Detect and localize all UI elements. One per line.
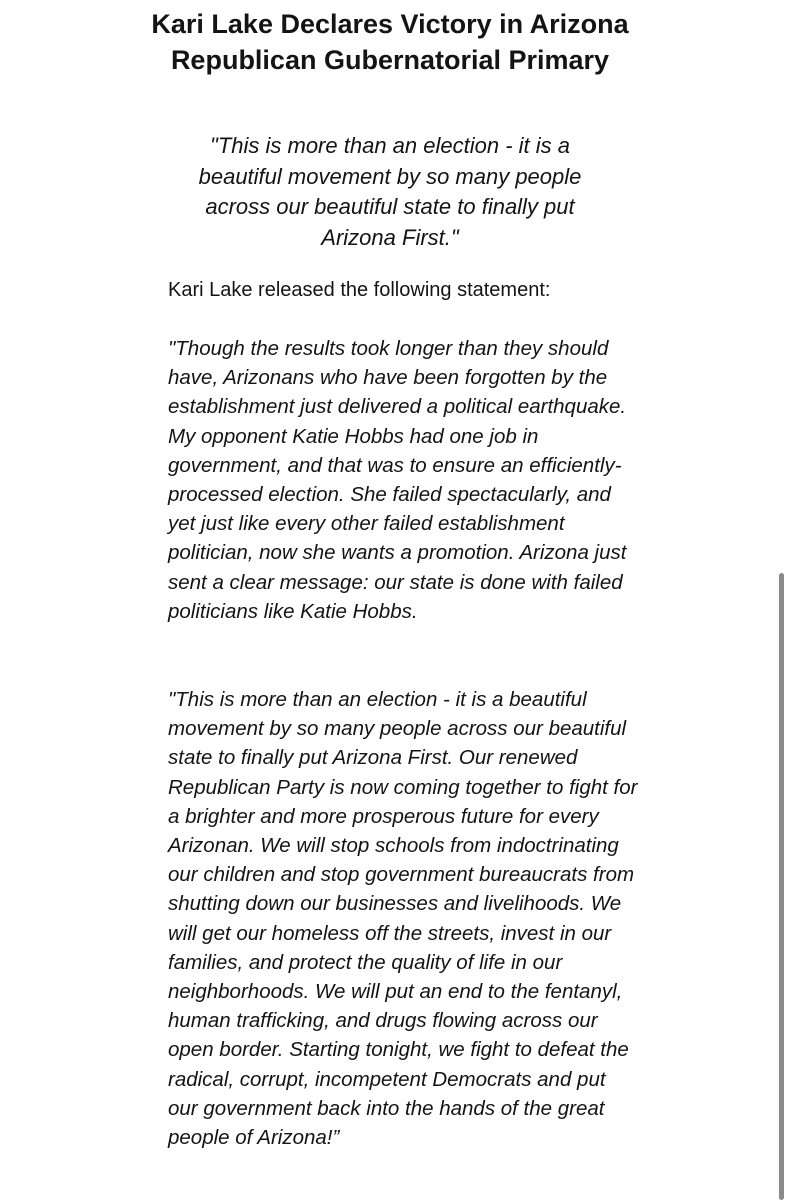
article-headline: Kari Lake Declares Victory in Arizona Republican Gubernatorial Primary [151,9,629,75]
statement-paragraph-2: "This is more than an election - it is a beautiful movement by so many people across our beautiful state to finally put Arizona First. Our renewed Republican Party is now coming together to fight for a brighter and more prosperous future for every Arizonan. We will stop schools from indoctrinating our children and stop government bureaucrats from shutting down our businesses and livelihoods. We will get our homeless off the streets, invest in our families, and protect the quality of life in our neighborhoods. We will put an end to the fentanyl, human trafficking, and drugs flowing across our open border. Starting tonight, we fight to defeat the radical, corrupt, incompetent Democrats and put our government back into the hands of the great people of Arizona!” [168,688,638,1150]
vertical-scrollbar[interactable] [779,573,784,1200]
statement-intro: Kari Lake released the following statement: [168,279,551,301]
pull-quote: "This is more than an election - it is a beautiful movement by so many people across our beautiful state to finally put Arizona First." [198,133,582,250]
statement-paragraph-1: "Though the results took longer than they should have, Arizonans who have been forgotten by the establishment just delivered a political earthquake. My opponent Katie Hobbs had one job in government, and that was to ensure an efficiently-processed election. She failed spectacularly, and yet just like every other failed establishment politician, now she wants a promotion. Arizona just sent a clear message: our state is done with failed politicians like Katie Hobbs. [168,337,627,623]
